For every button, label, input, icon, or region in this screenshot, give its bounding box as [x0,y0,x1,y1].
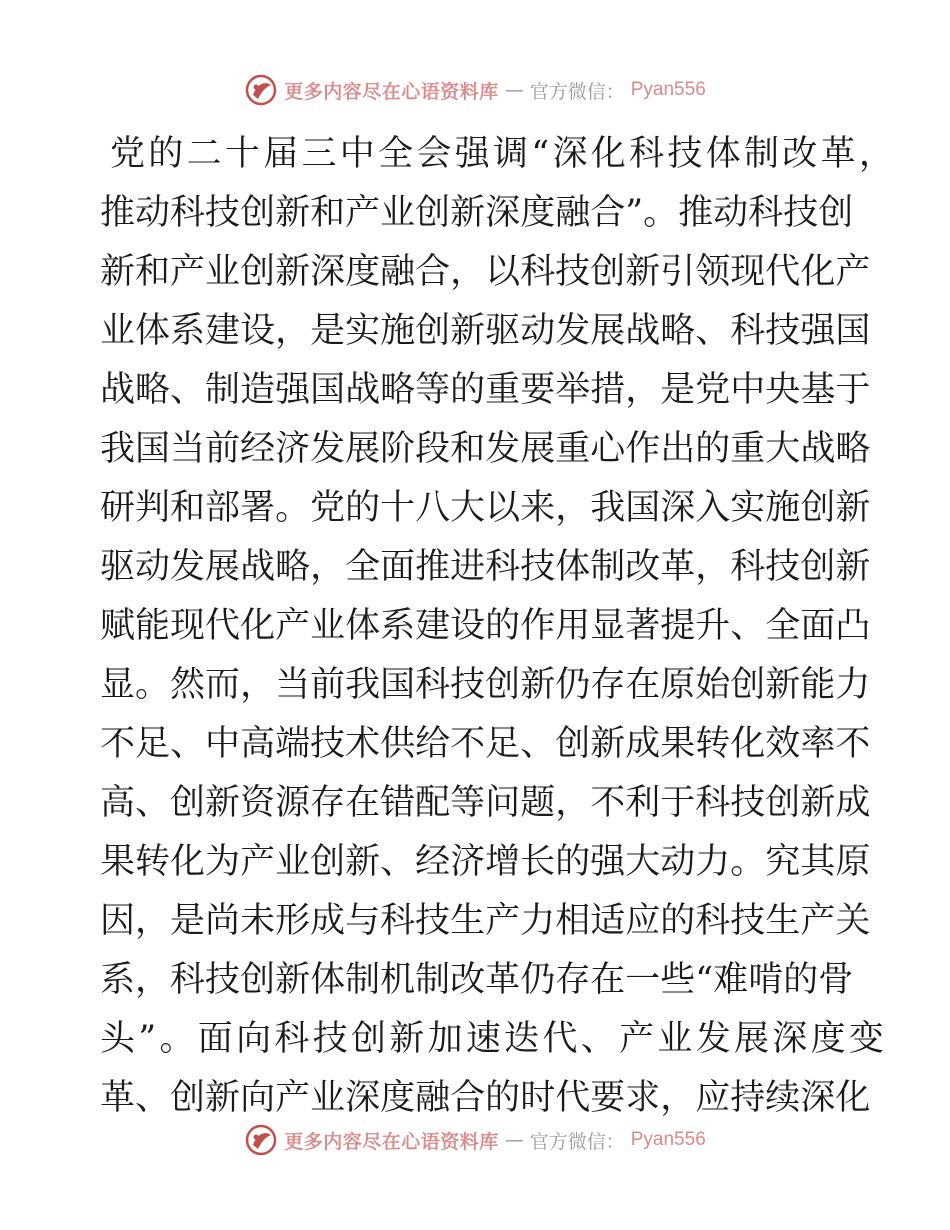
body-line-1: 党的二十届三中全会强调“深化科技体制改革， [110,134,898,174]
body-line-11: 不 足 、 中 高 端 技 术 供 给 不 足 、 创 新 成 果 转 化 效 率 不 [100,724,871,764]
body-line-16: 头”。面向科技创新加速迭代、产业发展深度变 [100,1019,888,1059]
footer-dash: — [504,1129,524,1151]
header-dash: — [504,79,524,101]
body-line-7: 研 判 和 部 署 。 党 的 十 八 大 以 来 ， 我 国 深 入 实 施 创 新 [100,488,871,528]
footer-watermark [0,1120,950,1160]
body-line-3: 新 和 产 业 创 新 深 度 融 合 ， 以 科 技 创 新 引 领 现 代 化 产 [100,252,871,292]
header-official-label: 官方微信： [529,80,625,103]
document-body [100,125,898,1128]
body-line-15: 系 ， 科 技 创 新 体 制 机 制 改 革 仍 存 在 一 些 “ 难 啃 的 骨 [100,960,854,1000]
body-line-6: 我 国 当 前 经 济 发 展 阶 段 和 发 展 重 心 作 出 的 重 大 战 略 [100,429,871,469]
brand-logo-icon [244,73,278,107]
body-line-4: 业 体 系 建 设 ， 是 实 施 创 新 驱 动 发 展 战 略 、 科 技 强 国 [100,311,871,351]
body-line-8: 驱 动 发 展 战 略 ， 全 面 推 进 科 技 体 制 改 革 ， 科 技 创 新 [100,547,871,587]
header-wechat-handle: Pyan556 [630,79,706,100]
body-line-17: 革 、 创 新 向 产 业 深 度 融 合 的 时 代 要 求 ， 应 持 续 深 化 [100,1078,871,1118]
body-line-13: 果 转 化 为 产 业 创 新 、 经 济 增 长 的 强 大 动 力 。 究 其 原 [100,842,871,882]
header-watermark [0,70,950,110]
brand-logo-icon [244,1123,278,1157]
footer-brand-text: 更多内容尽在心语资料库 [284,1130,499,1153]
footer-official-label: 官方微信： [529,1130,625,1153]
body-line-12: 高 、 创 新 资 源 存 在 错 配 等 问 题 ， 不 利 于 科 技 创 新 成 [100,783,871,823]
body-line-5: 战 略 、 制 造 强 国 战 略 等 的 重 要 举 措 ， 是 党 中 央 基 于 [100,370,871,410]
body-line-2: 推 动 科 技 创 新 和 产 业 创 新 深 度 融 合 ” 。 推 动 科 技 创 [100,193,854,233]
header-brand-text: 更多内容尽在心语资料库 [284,80,499,103]
body-line-10: 显 。 然 而 ， 当 前 我 国 科 技 创 新 仍 存 在 原 始 创 新 能 力 [100,665,871,705]
footer-wechat-handle: Pyan556 [630,1129,706,1150]
body-line-14: 因 ， 是 尚 未 形 成 与 科 技 生 产 力 相 适 应 的 科 技 生 产 关 [100,901,871,941]
body-line-9: 赋 能 现 代 化 产 业 体 系 建 设 的 作 用 显 著 提 升 、 全 面 凸 [100,606,871,646]
